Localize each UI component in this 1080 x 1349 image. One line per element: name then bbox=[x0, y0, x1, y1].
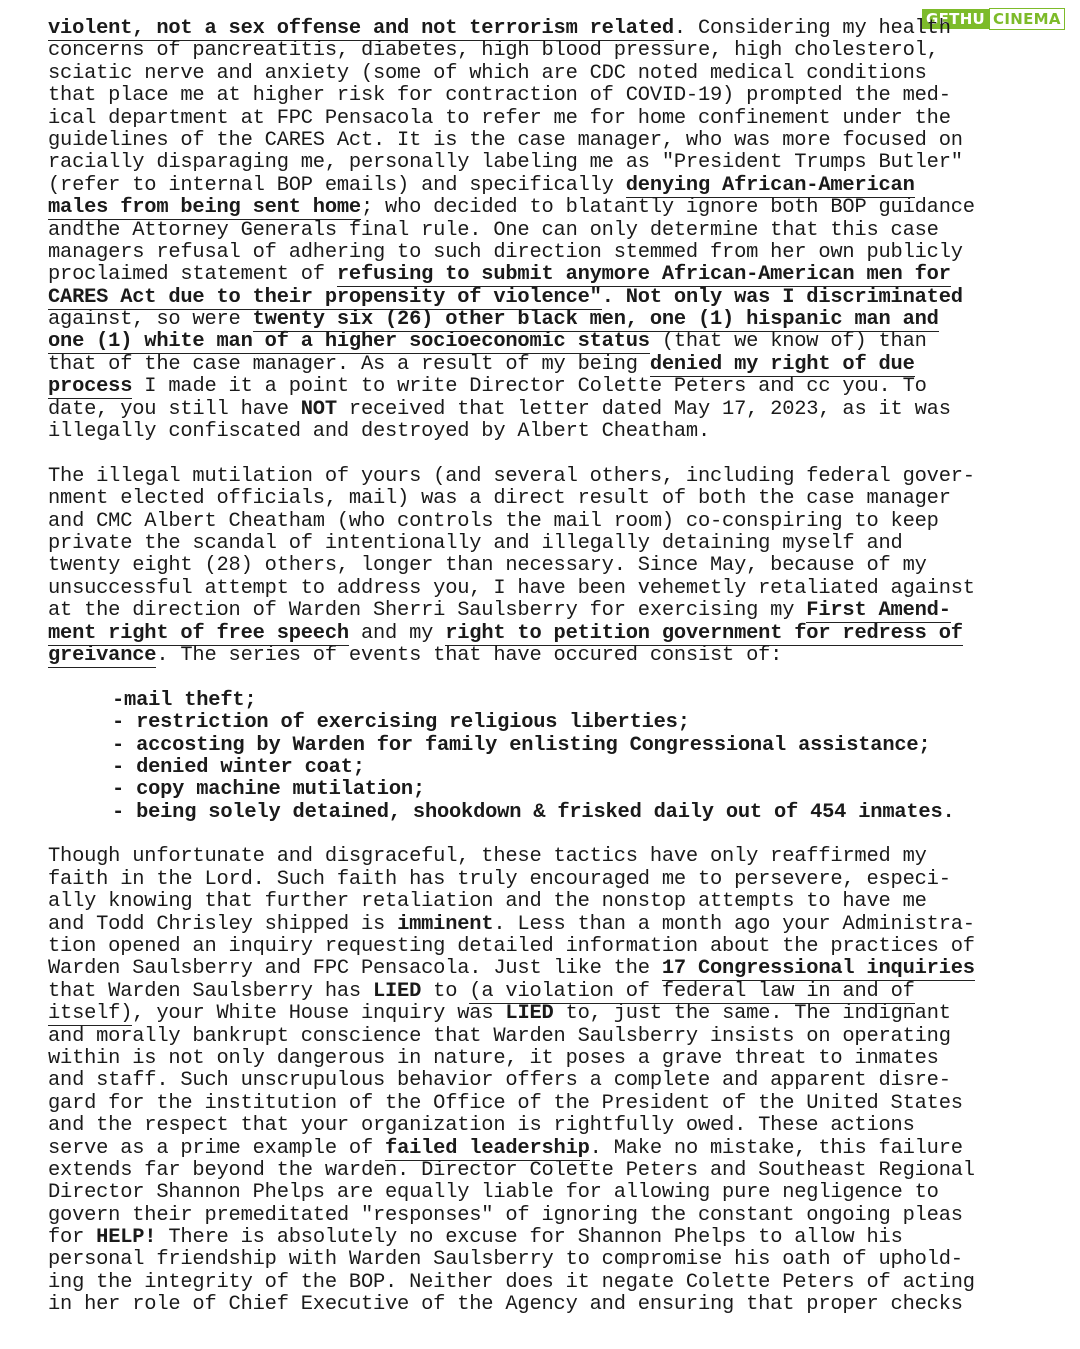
text-segment: Warden Saulsberry and FPC Pensacola. Just like the bbox=[48, 957, 662, 981]
text-segment: received that letter dated May 17, 2023, as it was bbox=[336, 397, 951, 421]
text-line bbox=[48, 175, 1060, 197]
list-item: -mail theft; bbox=[112, 688, 257, 712]
underlined-text: failed leadership bbox=[385, 1136, 590, 1160]
text-line bbox=[48, 287, 1060, 309]
retaliation-list bbox=[48, 690, 1060, 824]
text-segment: . Make no mistake, this failure bbox=[589, 1136, 963, 1160]
text-segment: that of the case manager. As a result of my being bbox=[48, 352, 650, 376]
paragraph-spacer bbox=[48, 667, 1060, 689]
text-segment: There is absolutely no excuse for Shannon Phelps to allow his bbox=[156, 1226, 903, 1250]
text-segment: I made it a point to write Director Colette Peters and cc you. To bbox=[132, 375, 927, 399]
text-segment: and Todd Chrisley shipped is bbox=[48, 912, 398, 936]
text-segment: faith in the Lord. Such faith has truly encouraged me to persevere, especi- bbox=[48, 867, 951, 891]
text-line bbox=[48, 914, 1060, 936]
underlined-text: one (1) white man of a higher socioeconomic status bbox=[48, 330, 650, 354]
text-segment: concerns of pancreatitis, diabetes, high blood pressure, high cholesterol, bbox=[48, 39, 939, 63]
text-segment: , your White House inquiry was bbox=[132, 1002, 506, 1026]
text-segment: racially disparaging me, personally labeling me as "President Trumps Butler" bbox=[48, 151, 963, 175]
list-item: - denied winter coat; bbox=[112, 755, 365, 779]
text-line bbox=[48, 533, 1060, 555]
text-segment: to, just the same. The indignant bbox=[553, 1002, 951, 1026]
text-segment: and the respect that your organization is rightfully owed. These actions bbox=[48, 1114, 915, 1138]
text-line bbox=[48, 399, 1060, 421]
text-line bbox=[48, 1070, 1060, 1092]
text-line bbox=[48, 85, 1060, 107]
bold-text: NOT bbox=[300, 397, 337, 421]
paragraph-3 bbox=[48, 846, 1060, 1316]
text-line bbox=[48, 376, 1060, 398]
text-line bbox=[48, 331, 1060, 353]
text-line bbox=[48, 466, 1060, 488]
paragraph-spacer bbox=[48, 824, 1060, 846]
text-line bbox=[48, 981, 1060, 1003]
underlined-text: First Amend- bbox=[806, 599, 951, 623]
text-segment: personal friendship with Warden Saulsberry to compromise his oath of uphold- bbox=[48, 1248, 963, 1272]
text-line bbox=[48, 1026, 1060, 1048]
text-segment: in her role of Chief Executive of the Agency and ensuring that proper checks bbox=[48, 1293, 963, 1317]
text-line bbox=[48, 1249, 1060, 1271]
underlined-text: itself) bbox=[48, 1002, 133, 1026]
text-segment: and CMC Albert Cheatham (who controls the mail room) co-conspiring to keep bbox=[48, 509, 939, 533]
text-segment: ; who decided to blatantly ignore both BOP guidance bbox=[360, 196, 975, 220]
text-segment: Director Shannon Phelps are equally liable for allowing pure negligence to bbox=[48, 1181, 939, 1205]
text-line bbox=[48, 846, 1060, 868]
text-segment: within is not only dangerous in nature, it poses a grave threat to inmates bbox=[48, 1046, 939, 1070]
text-line bbox=[48, 309, 1060, 331]
text-line bbox=[48, 264, 1060, 286]
text-segment: against, so were bbox=[48, 308, 253, 332]
paragraph-spacer bbox=[48, 443, 1060, 465]
text-line bbox=[48, 220, 1060, 242]
text-line bbox=[48, 1205, 1060, 1227]
watermark-part1: GETHU bbox=[922, 9, 989, 29]
text-line bbox=[48, 108, 1060, 130]
text-segment: ally knowing that further retaliation and the nonstop attempts to have me bbox=[48, 890, 927, 914]
text-segment: nment elected officials, mail) was a direct result of both the case manager bbox=[48, 487, 951, 511]
text-segment: unsuccessful attempt to address you, I have been vehemetly retaliated against bbox=[48, 576, 975, 600]
underlined-text: (a violation of federal law in and of bbox=[469, 979, 915, 1003]
text-line bbox=[48, 130, 1060, 152]
text-line bbox=[48, 958, 1060, 980]
underlined-text: 17 Congressional inquiries bbox=[661, 957, 975, 981]
text-line bbox=[48, 63, 1060, 85]
text-line bbox=[48, 1182, 1060, 1204]
text-segment: ical department at FPC Pensacola to refer me for home confinement under the bbox=[48, 106, 951, 130]
text-segment: twenty eight (28) others, longer than necessary. Since May, because of my bbox=[48, 554, 927, 578]
text-segment: proclaimed statement of bbox=[48, 263, 337, 287]
underlined-text: right to petition government for redress of bbox=[445, 621, 963, 645]
underlined-text: denied my right of due bbox=[649, 352, 915, 376]
text-line bbox=[48, 1048, 1060, 1070]
text-segment: Though unfortunate and disgraceful, these tactics have only reaffirmed my bbox=[48, 845, 927, 869]
text-line bbox=[48, 578, 1060, 600]
text-line bbox=[48, 555, 1060, 577]
text-line bbox=[48, 1160, 1060, 1182]
text-line bbox=[48, 421, 1060, 443]
text-line bbox=[48, 936, 1060, 958]
underlined-text: greivance bbox=[48, 643, 157, 667]
text-segment: and staff. Such unscrupulous behavior offers a complete and apparent disre- bbox=[48, 1069, 951, 1093]
text-line bbox=[48, 1093, 1060, 1115]
text-segment: guidelines of the CARES Act. It is the case manager, who was more focused on bbox=[48, 128, 963, 152]
text-line bbox=[48, 1227, 1060, 1249]
text-segment: . Less than a month ago your Administra- bbox=[493, 912, 975, 936]
text-segment: and my bbox=[348, 621, 446, 645]
text-line bbox=[48, 1138, 1060, 1160]
underlined-text: process bbox=[48, 375, 133, 399]
underlined-text: twenty six (26) other black men, one (1) hispanic man and bbox=[252, 308, 939, 332]
text-segment: for bbox=[48, 1226, 97, 1250]
text-segment: tion opened an inquiry requesting detailed information about the practices of bbox=[48, 935, 975, 959]
text-line bbox=[48, 18, 1060, 40]
text-line bbox=[48, 40, 1060, 62]
underlined-text: denying African-American bbox=[625, 173, 915, 197]
underlined-text: males from being sent home bbox=[48, 196, 361, 220]
list-item: - copy machine mutilation; bbox=[112, 778, 425, 802]
list-item: - being solely detained, shookdown & frisked daily out of 454 inmates. bbox=[112, 800, 955, 824]
bold-text: imminent bbox=[397, 912, 494, 936]
text-line bbox=[48, 488, 1060, 510]
underlined-text: ment right of free speech bbox=[48, 621, 349, 645]
paragraph-1 bbox=[48, 18, 1060, 443]
text-segment: (refer to internal BOP emails) and specifically bbox=[48, 173, 626, 197]
letter-page bbox=[48, 18, 1060, 1317]
text-line bbox=[48, 1294, 1060, 1316]
bold-text: LIED bbox=[505, 1002, 554, 1026]
text-line bbox=[48, 1115, 1060, 1137]
text-segment: private the scandal of intentionally and illegally detaining myself and bbox=[48, 531, 903, 555]
text-segment: at the direction of Warden Sherri Saulsberry for exercising my bbox=[48, 599, 807, 623]
text-segment: gard for the institution of the Office of the President of the United States bbox=[48, 1091, 963, 1115]
underlined-text: refusing to submit anymore African-American men for bbox=[336, 263, 951, 287]
text-line bbox=[48, 891, 1060, 913]
text-line bbox=[48, 152, 1060, 174]
paragraph-2 bbox=[48, 466, 1060, 668]
text-segment: illegally confiscated and destroyed by Albert Cheatham. bbox=[48, 420, 711, 444]
text-line bbox=[48, 1003, 1060, 1025]
text-segment: date, you still have bbox=[48, 397, 301, 421]
text-line bbox=[48, 1272, 1060, 1294]
text-segment: (that we know of) than bbox=[649, 330, 927, 354]
text-segment: that place me at higher risk for contraction of COVID-19) prompted the med- bbox=[48, 84, 951, 108]
underlined-text: CARES Act due to their propensity of violence" bbox=[48, 285, 602, 309]
text-segment: managers refusal of adhering to such direction stemmed from her own publicly bbox=[48, 240, 963, 264]
text-line bbox=[48, 197, 1060, 219]
text-line bbox=[48, 623, 1060, 645]
underlined-text: violent, not a sex offense and not terrorism related bbox=[48, 17, 674, 40]
text-segment: that Warden Saulsberry has bbox=[48, 979, 373, 1003]
text-segment: The illegal mutilation of yours (and several others, including federal gover- bbox=[48, 464, 975, 488]
bold-text: . Not only was I discriminated bbox=[601, 285, 963, 309]
text-line bbox=[48, 511, 1060, 533]
text-segment: extends far beyond the warden. Director Colette Peters and Southeast Regional bbox=[48, 1158, 975, 1182]
watermark-part2: CINEMA bbox=[989, 8, 1065, 30]
text-segment: ing the integrity of the BOP. Neither does it negate Colette Peters of acting bbox=[48, 1270, 975, 1294]
list-item: - restriction of exercising religious liberties; bbox=[112, 711, 690, 735]
text-line bbox=[48, 242, 1060, 264]
text-segment: serve as a prime example of bbox=[48, 1136, 386, 1160]
text-segment: andthe Attorney Generals final rule. One can only determine that this case bbox=[48, 218, 939, 242]
text-segment: to bbox=[421, 979, 470, 1003]
text-line bbox=[48, 645, 1060, 667]
bold-text: LIED bbox=[372, 979, 422, 1003]
bold-text: HELP! bbox=[96, 1226, 157, 1250]
text-line bbox=[48, 600, 1060, 622]
text-segment: and morally bankrupt conscience that Warden Saulsberry insists on operating bbox=[48, 1024, 951, 1048]
text-segment: sciatic nerve and anxiety (some of which are CDC noted medical conditions bbox=[48, 61, 927, 85]
text-segment: . The series of events that have occured consist of: bbox=[156, 643, 783, 667]
text-line bbox=[48, 354, 1060, 376]
text-line bbox=[48, 869, 1060, 891]
list-item: - accosting by Warden for family enlisting Congressional assistance; bbox=[112, 733, 931, 757]
text-segment: govern their premeditated "responses" of ignoring the constant ongoing pleas bbox=[48, 1203, 963, 1227]
text-segment: . Considering my health bbox=[673, 17, 951, 40]
